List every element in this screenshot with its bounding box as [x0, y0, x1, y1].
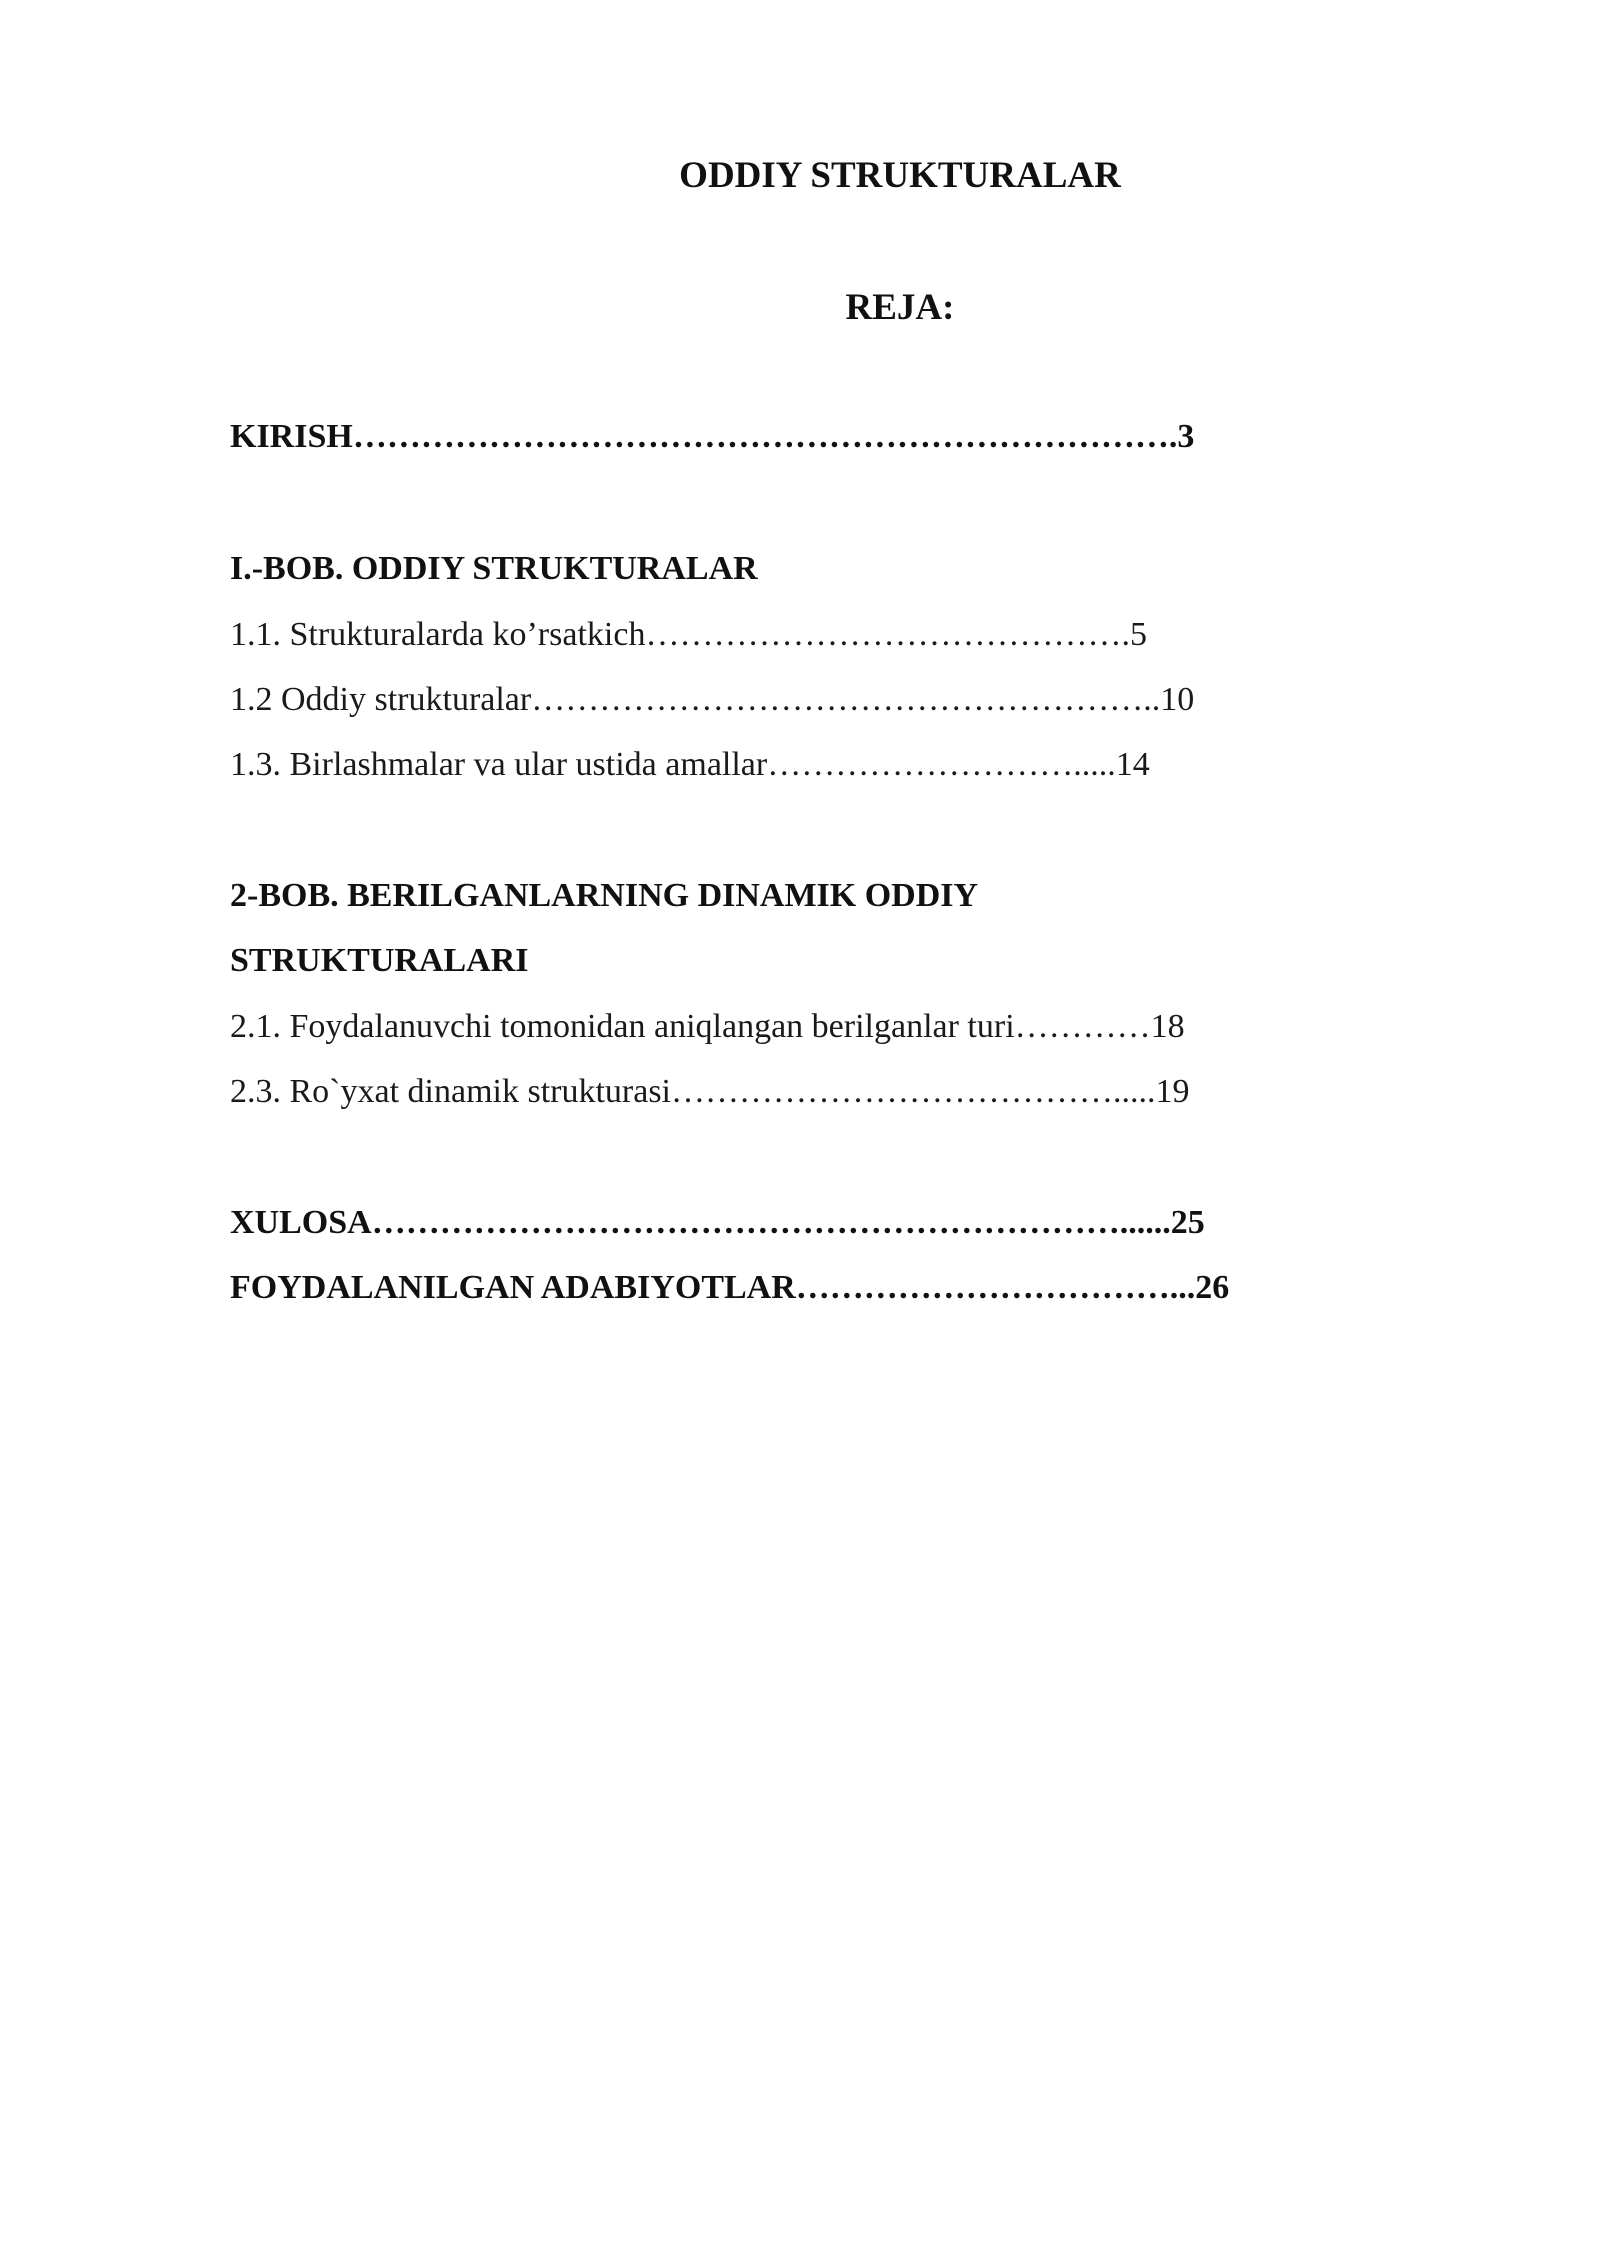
- toc-entry: 2.3. Ro`yxat dinamik strukturasi………………………………….....19: [230, 1073, 1190, 1110]
- toc-entry-conclusion: XULOSA…………………………………………………………......25: [230, 1204, 1205, 1241]
- toc-chapter2-heading-line2: STRUKTURALARI: [230, 942, 529, 979]
- toc-chapter2-heading-line1: 2-BOB. BERILGANLARNING DINAMIK ODDIY: [230, 877, 979, 914]
- toc-entry-references: FOYDALANILGAN ADABIYOTLAR……………………………...26: [230, 1269, 1230, 1306]
- toc-entry: 1.2 Oddiy strukturalar………………………………………………..10: [230, 681, 1195, 718]
- toc-entry-intro: KIRISH……………………………………………………………….3: [230, 418, 1195, 455]
- plan-heading: REJA:: [845, 287, 955, 328]
- toc-entry: 1.3. Birlashmalar va ular ustida amallar……………………….....14: [230, 746, 1150, 783]
- toc-entry: 2.1. Foydalanuvchi tomonidan aniqlangan berilganlar turi…………18: [230, 1008, 1185, 1045]
- toc-entry: 1.1. Strukturalarda ko’rsatkich…………………………………….5: [230, 616, 1147, 653]
- toc-chapter1-heading: I.-BOB. ODDIY STRUKTURALAR: [230, 550, 758, 587]
- document-title: ODDIY STRUKTURALAR: [679, 155, 1121, 196]
